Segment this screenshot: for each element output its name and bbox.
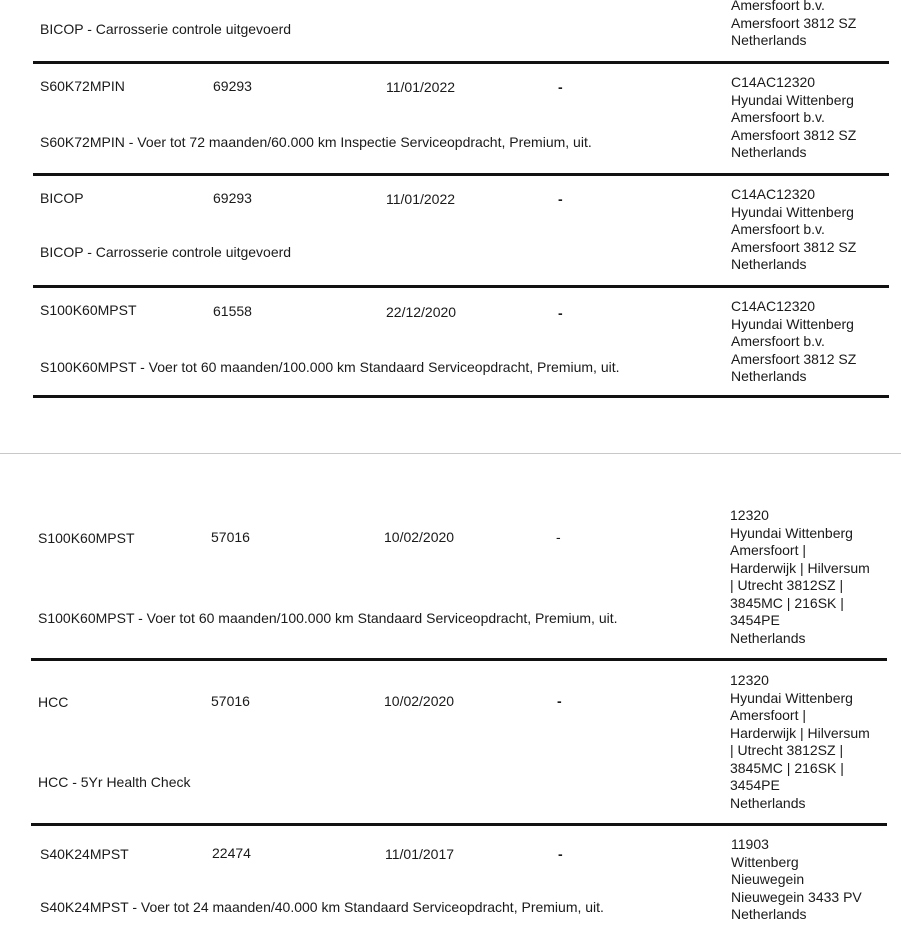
record-date: 10/02/2020 <box>384 529 455 545</box>
address-line: 12320 <box>730 672 769 688</box>
address-line: Hyundai Wittenberg <box>730 524 853 541</box>
address-line: C14AC12320 <box>731 186 816 202</box>
record-number: 61558 <box>213 303 252 319</box>
address-line: Netherlands <box>731 256 807 272</box>
row-divider <box>31 658 887 661</box>
address-line: Amersfoort | <box>730 707 806 723</box>
dealer-address <box>731 74 856 162</box>
record-dash: - <box>558 79 563 95</box>
record-description: S60K72MPIN - Voer tot 72 maanden/60.000 km Inspectie Serviceopdracht, Premium, uit. <box>40 134 592 150</box>
address-line: C14AC12320 <box>731 74 816 90</box>
address-line: Netherlands <box>731 144 807 160</box>
address-line: Netherlands <box>730 794 806 811</box>
record-dash: - <box>556 529 561 545</box>
address-line: | Utrecht 3812SZ | <box>730 577 844 593</box>
dealer-address <box>731 186 856 274</box>
row-divider <box>33 285 889 288</box>
record-description: S100K60MPST - Voer tot 60 maanden/100.000 km Standaard Serviceopdracht, Premium, uit. <box>38 610 618 626</box>
address-line: Amersfoort 3812 SZ <box>731 350 857 367</box>
address-line: | Utrecht 3812SZ | <box>730 742 844 758</box>
record-date: 10/02/2020 <box>384 693 455 709</box>
address-line: Netherlands <box>730 629 806 646</box>
record-number: 69293 <box>213 78 252 94</box>
record-description: BICOP - Carrosserie controle uitgevoerd <box>40 21 292 37</box>
address-line: 11903 <box>731 836 769 852</box>
address-line: 12320 <box>730 507 769 523</box>
record-code: S100K60MPST <box>40 302 137 318</box>
address-line: Hyundai Wittenberg <box>731 203 854 220</box>
record-number: 69293 <box>213 190 252 206</box>
record-description: S100K60MPST - Voer tot 60 maanden/100.000 km Standaard Serviceopdracht, Premium, uit. <box>40 359 620 375</box>
address-line: Nieuwegein <box>731 871 805 887</box>
record-date: 11/01/2017 <box>385 846 455 862</box>
address-line: Amersfoort 3812 SZ <box>731 14 857 31</box>
address-line: C14AC12320 <box>731 298 816 314</box>
address-line: Netherlands <box>731 368 807 384</box>
record-date: 11/01/2022 <box>386 191 456 207</box>
row-divider <box>33 173 889 176</box>
address-line: Amersfoort | <box>730 542 806 558</box>
page-break <box>0 453 901 454</box>
record-description: HCC - 5Yr Health Check <box>38 774 191 790</box>
record-number: 22474 <box>212 845 251 861</box>
address-line: 3845MC | 216SK | <box>730 759 844 776</box>
record-code: BICOP <box>40 190 84 206</box>
address-line: Harderwijk | Hilversum <box>730 724 870 741</box>
record-code: S60K72MPIN <box>40 78 125 94</box>
record-dash: - <box>558 846 563 862</box>
record-date: 22/12/2020 <box>386 304 457 320</box>
record-dash: - <box>557 693 562 709</box>
row-divider <box>33 395 889 398</box>
address-line: Hyundai Wittenberg <box>731 91 854 108</box>
record-number: 57016 <box>211 529 250 545</box>
address-line: Amersfoort b.v. <box>731 333 825 349</box>
dealer-address <box>730 672 870 812</box>
address-line: Wittenberg <box>731 853 799 870</box>
record-description: BICOP - Carrosserie controle uitgevoerd <box>40 244 292 260</box>
address-line: Netherlands <box>731 32 807 48</box>
row-divider <box>33 61 889 64</box>
address-line: Amersfoort b.v. <box>731 109 825 125</box>
dealer-address <box>730 507 870 647</box>
record-description: S40K24MPST - Voer tot 24 maanden/40.000 km Standaard Serviceopdracht, Premium, uit. <box>40 899 604 915</box>
row-divider <box>31 823 887 826</box>
record-date: 11/01/2022 <box>386 79 456 95</box>
dealer-address <box>731 298 856 386</box>
record-code: S40K24MPST <box>40 846 129 862</box>
address-line: Nieuwegein 3433 PV <box>731 888 862 905</box>
dealer-address <box>731 836 862 924</box>
record-code: HCC <box>38 694 69 710</box>
address-line: 3454PE <box>730 612 780 628</box>
record-code: S100K60MPST <box>38 530 135 546</box>
address-line: Netherlands <box>731 906 807 922</box>
record-number: 57016 <box>211 693 250 709</box>
address-line: Hyundai Wittenberg <box>730 689 853 706</box>
record-dash: - <box>558 305 563 321</box>
address-line: 3454PE <box>730 777 780 793</box>
address-line: Amersfoort 3812 SZ <box>731 238 857 255</box>
address-line: 3845MC | 216SK | <box>730 594 844 611</box>
address-line: Harderwijk | Hilversum <box>730 559 870 576</box>
address-line: Amersfoort 3812 SZ <box>731 126 857 143</box>
address-line: Hyundai Wittenberg <box>731 315 854 332</box>
address-line: Amersfoort b.v. <box>731 221 825 237</box>
dealer-address <box>731 0 856 50</box>
address-line: Amersfoort b.v. <box>731 0 825 13</box>
record-dash: - <box>558 191 563 207</box>
